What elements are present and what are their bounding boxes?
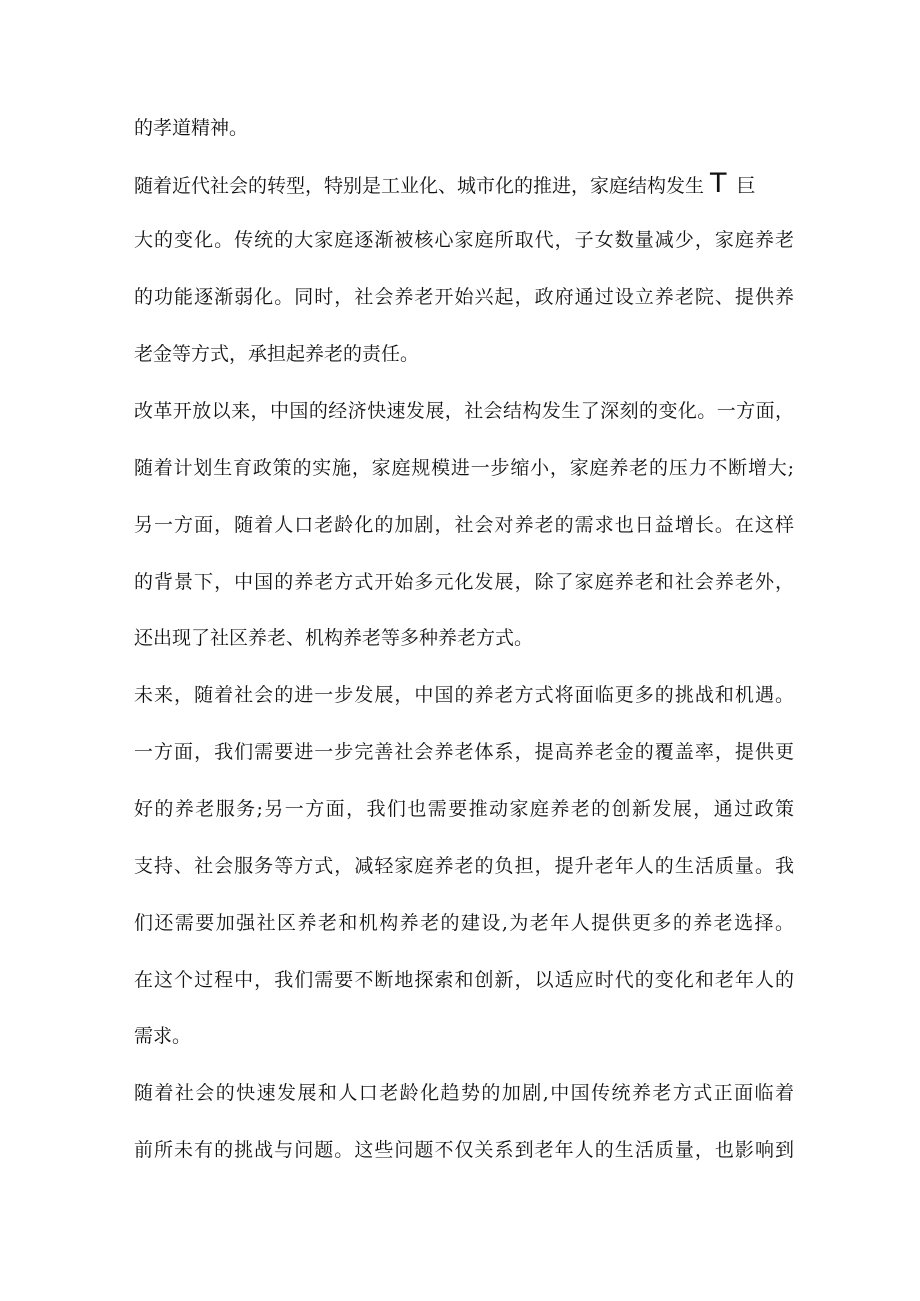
text-line-glyph-t: T — [710, 170, 727, 199]
text-line: 的功能逐渐弱化。同时，社会养老开始兴起，政府通过设立养老院、提供养 — [134, 286, 794, 308]
text-line: 前所未有的挑战与问题。这些问题不仅关系到老年人的生活质量，也影响到 — [134, 1139, 794, 1161]
text-line: 在这个过程中，我们需要不断地探索和创新，以适应时代的变化和老年人的 — [134, 969, 794, 991]
text-line: 一方面，我们需要进一步完善社会养老体系，提高养老金的覆盖率，提供更 — [134, 741, 794, 763]
text-line: 随着社会的快速发展和人口老龄化趋势的加剧,中国传统养老方式正面临着 — [134, 1082, 794, 1104]
text-line: 改革开放以来，中国的经济快速发展，社会结构发生了深刻的变化。一方面， — [134, 400, 794, 422]
text-line: 的背景下，中国的养老方式开始多元化发展，除了家庭养老和社会养老外， — [134, 571, 794, 593]
text-line-part: 巨 — [736, 175, 756, 197]
text-line — [134, 170, 794, 200]
text-line: 好的养老服务;另一方面，我们也需要推动家庭养老的创新发展，通过政策 — [134, 798, 794, 820]
text-line: 未来，随着社会的进一步发展，中国的养老方式将面临更多的挑战和机遇。 — [134, 684, 794, 706]
text-line: 支持、社会服务等方式，减轻家庭养老的负担，提升老年人的生活质量。我 — [134, 855, 794, 877]
text-line: 随着计划生育政策的实施，家庭规模进一步缩小，家庭养老的压力不断增大; — [134, 457, 794, 479]
text-line: 大的变化。传统的大家庭逐渐被核心家庭所取代，子女数量减少，家庭养老 — [134, 229, 794, 251]
text-line: 们还需要加强社区养老和机构养老的建设,为老年人提供更多的养老选择。 — [134, 912, 794, 934]
text-line: 另一方面，随着人口老龄化的加剧，社会对养老的需求也日益增长。在这样 — [134, 514, 794, 536]
text-line: 需求。 — [134, 1025, 192, 1047]
text-line: 的孝道精神。 — [134, 117, 249, 139]
text-line: 老金等方式，承担起养老的责任。 — [134, 343, 420, 365]
text-line-part: 随着近代社会的转型，特别是工业化、城市化的推进，家庭结构发生 — [134, 175, 705, 197]
text-line: 还出现了社区养老、机构养老等多种养老方式。 — [134, 627, 534, 649]
